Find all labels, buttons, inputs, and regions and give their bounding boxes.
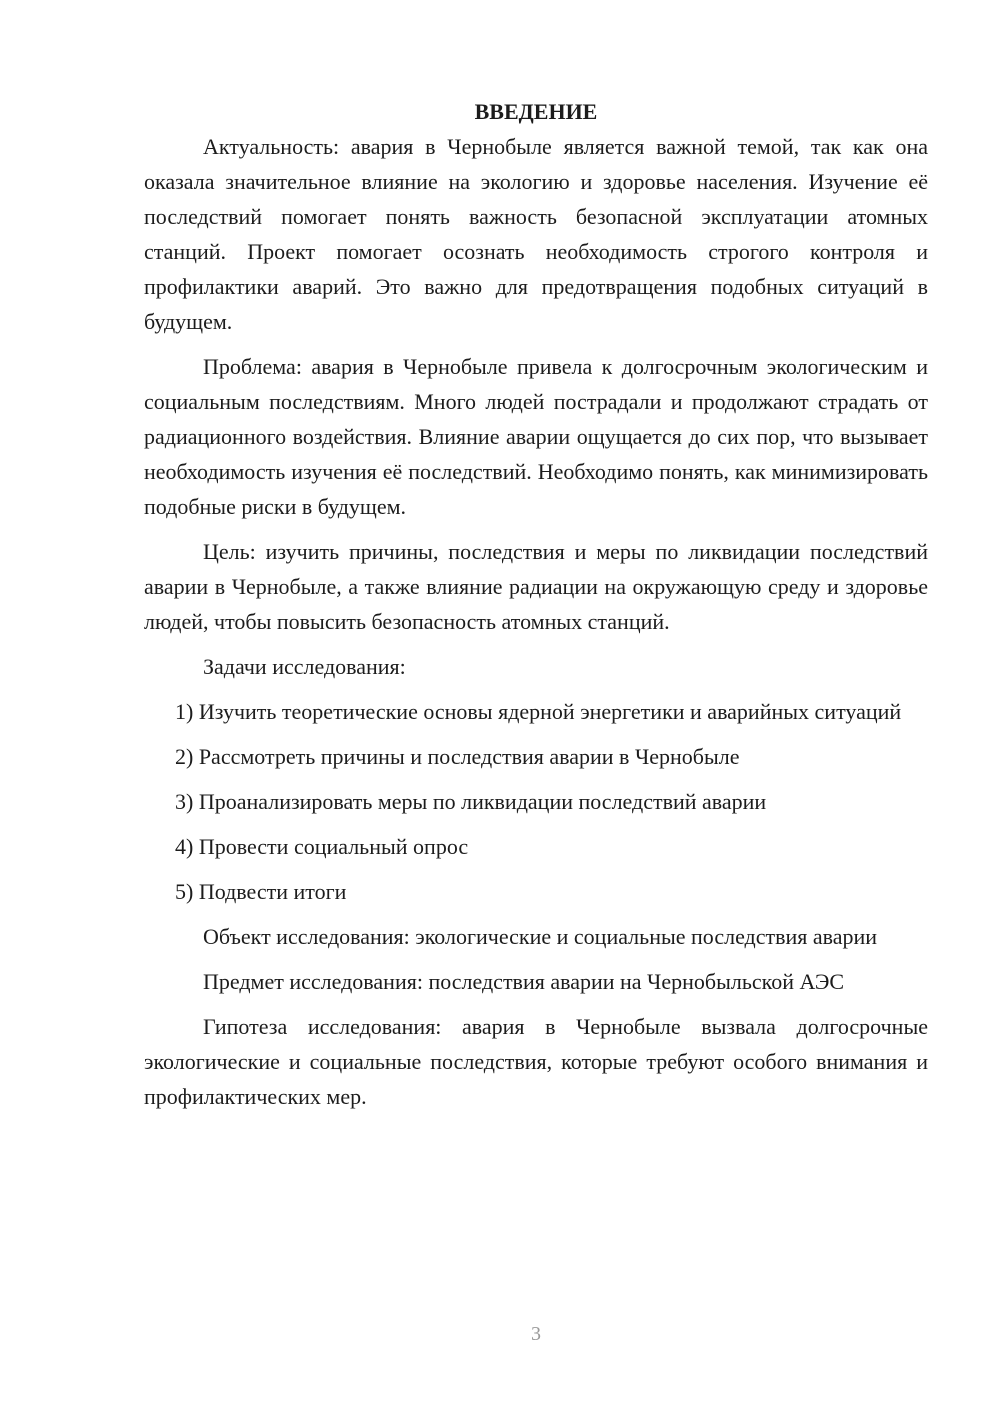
list-item: 1) Изучить теоретические основы ядерной энергетики и аварийных ситуаций: [175, 699, 902, 724]
paragraph-problem: Проблема: авария в Чернобыле привела к долгосрочным экологическим и социальным последствиям. Много людей пострадали и продолжают страдать от радиационного воздействия. Влияние аварии ощущается до сих пор, что вызывает необходимость изучения её последствий. Необходимо понять, как минимизировать подобные риски в будущем.: [144, 354, 928, 519]
list-item: 4) Провести социальный опрос: [175, 834, 469, 859]
page-body: [144, 94, 928, 1114]
list-item: 3) Проанализировать меры по ликвидации последствий аварии: [175, 789, 767, 814]
tasks-list: [144, 694, 928, 909]
list-item: 2) Рассмотреть причины и последствия аварии в Чернобыле: [175, 744, 740, 769]
paragraph-relevance: Актуальность: авария в Чернобыле является важной темой, так как она оказала значительное влияние на экологию и здоровье населения. Изучение её последствий помогает понять важность безопасной эксплуатации атомных станций. Проект помогает осознать необходимость строгого контроля и профилактики аварий. Это важно для предотвращения подобных ситуаций в будущем.: [144, 134, 928, 334]
paragraph-tasks-heading: Задачи исследования:: [203, 654, 406, 679]
paragraph-goal: Цель: изучить причины, последствия и меры по ликвидации последствий аварии в Чернобыле, а также влияние радиации на окружающую среду и здоровье людей, чтобы повысить безопасность атомных станций.: [144, 539, 928, 634]
section-title: ВВЕДЕНИЕ: [474, 99, 598, 124]
paragraph-object: Объект исследования: экологические и социальные последствия аварии: [203, 924, 878, 949]
paragraph-hypothesis: Гипотеза исследования: авария в Чернобыле вызвала долгосрочные экологические и социальные последствия, которые требуют особого внимания и профилактических мер.: [144, 1014, 928, 1109]
paragraph-subject: Предмет исследования: последствия аварии на Чернобыльской АЭС: [203, 969, 845, 994]
page-number: 3: [531, 1323, 541, 1345]
list-item: 5) Подвести итоги: [175, 879, 347, 904]
